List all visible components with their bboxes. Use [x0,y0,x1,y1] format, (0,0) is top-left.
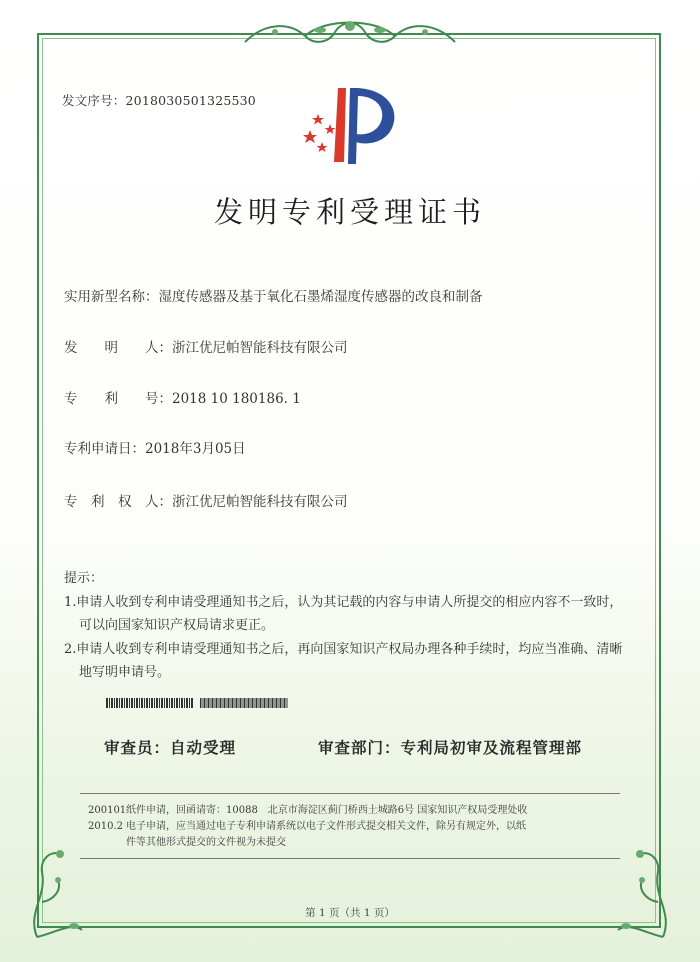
field-value: 湿度传感器及基于氧化石墨烯湿度传感器的改良和制备 [158,289,483,305]
field-value: 浙江优尼帕智能科技有限公司 [172,494,348,510]
department-label: 审查部门： [318,739,401,757]
field-value: 浙江优尼帕智能科技有限公司 [172,340,348,356]
footer-code: 2010.2 [88,821,123,832]
footer-divider-top [80,793,620,794]
note-item: 1.申请人收到专利申请受理通知书之后，认为其记载的内容与申请人所提交的相应内容不一致时，可以向国家知识产权局请求更正。 [64,594,623,633]
examiner [104,736,236,758]
bottom-left-ornament [22,842,92,942]
field-application-date [64,437,246,457]
examiner-label: 审查员： [104,739,171,757]
footer-line [88,803,527,819]
field-patent-number [64,387,301,407]
inner-border [42,38,656,923]
barcode-right [200,698,288,708]
footer-text: 件等其他形式提交的文件视为未提交 [126,837,286,848]
serial-number [62,91,256,109]
footer-notes [88,803,527,851]
footer-code: 200101 [88,805,127,816]
field-label: 专 利 权 人： [64,494,172,510]
notes-section [64,567,624,685]
field-label: 发 明 人： [64,340,172,356]
field-label: 实用新型名称： [64,289,159,305]
certificate-title: 发明专利受理证书 [213,195,486,229]
footer-line [88,835,527,851]
page-number: 第 1 页（共 1 页） [305,907,395,919]
footer-text: 电子申请，应当通过电子专利申请系统以电子文件形式提交相关文件，除另有规定外，以纸 [126,821,526,832]
barcode-left [106,698,194,708]
field-patentee [64,490,348,510]
department [318,736,582,758]
bottom-right-ornament [608,842,678,942]
serial-label: 发文序号： [62,93,126,108]
field-value: 2018 10 180186. 1 [172,391,301,407]
top-ornament [235,12,465,54]
field-utility-model-name [64,285,483,305]
footer-text: 纸件申请，回函请寄：10088 北京市海淀区蓟门桥西土城路6号 国家知识产权局受理处收 [126,805,528,816]
notes-heading: 提示： [64,571,104,586]
serial-value: 2018030501325530 [125,93,256,108]
field-inventor [64,336,348,356]
examiner-value: 自动受理 [170,739,237,757]
footer-divider-bottom [80,858,620,859]
department-value: 专利局初审及流程管理部 [400,739,583,757]
patent-office-logo [296,84,406,168]
footer-line [88,819,527,835]
field-label: 专 利 号： [64,391,172,407]
field-value: 2018年3月05日 [145,441,246,457]
note-item: 2.申请人收到专利申请受理通知书之后，再向国家知识产权局办理各种手续时，均应当准确、清晰地写明申请号。 [64,641,623,680]
field-label: 专利申请日： [64,441,145,457]
